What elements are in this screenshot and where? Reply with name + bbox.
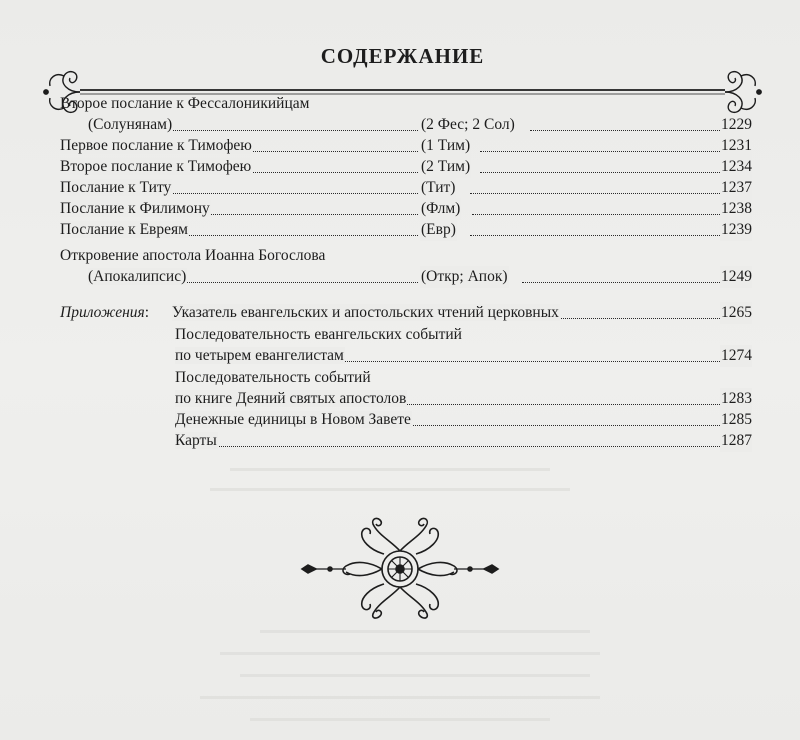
entry-title: Последовательность евангельских событий bbox=[175, 326, 462, 343]
dot-leader bbox=[470, 193, 752, 194]
dot-leader bbox=[522, 282, 752, 283]
leader-segment bbox=[88, 114, 418, 136]
toc-entry-line bbox=[175, 324, 752, 346]
toc-entry-line bbox=[60, 93, 752, 115]
entry-title: Второе послание к Тимофею bbox=[60, 158, 252, 175]
entry-title: Послание к Евреям bbox=[60, 221, 188, 238]
toc-entry[interactable] bbox=[60, 409, 752, 431]
entry-title: Первое послание к Тимофею bbox=[60, 137, 252, 154]
toc-entry[interactable] bbox=[60, 114, 752, 136]
leader-segment bbox=[60, 198, 418, 220]
leader-segment bbox=[60, 219, 418, 241]
dot-leader bbox=[472, 214, 752, 215]
entry-abbreviation: (Откр; Апок) bbox=[420, 266, 509, 288]
bleed-through-line bbox=[240, 674, 590, 677]
entry-page-number: 1274 bbox=[720, 345, 752, 367]
entry-page-number: 1249 bbox=[720, 266, 752, 288]
leader-segment bbox=[175, 345, 752, 367]
toc-entry-line bbox=[175, 367, 752, 389]
entry-title: (Апокалипсис) bbox=[88, 268, 187, 285]
entry-title: (Солунянам) bbox=[88, 116, 173, 133]
entry-page-number: 1238 bbox=[720, 198, 752, 220]
appendix-label: Приложения bbox=[60, 304, 145, 321]
entry-page-number: 1231 bbox=[720, 135, 752, 157]
entry-page-number: 1285 bbox=[720, 409, 752, 431]
toc-entry[interactable] bbox=[60, 198, 752, 220]
entry-abbreviation: (Тит) bbox=[420, 177, 456, 199]
entry-abbreviation: (2 Фес; 2 Сол) bbox=[420, 114, 516, 136]
leader-segment bbox=[175, 388, 752, 410]
entry-title: по четырем евангелистам bbox=[175, 347, 344, 364]
bleed-through-line bbox=[200, 696, 600, 699]
entry-title: Карты bbox=[175, 432, 217, 449]
leader-segment bbox=[470, 177, 752, 199]
entry-abbreviation: (2 Тим) bbox=[420, 156, 471, 178]
entry-title: Указатель евангельских и апостольских чтений церковных bbox=[172, 304, 559, 321]
leader-segment bbox=[530, 114, 752, 136]
dot-leader bbox=[470, 235, 752, 236]
leader-segment bbox=[480, 156, 752, 178]
toc-entry[interactable] bbox=[60, 135, 752, 157]
appendix-colon: : bbox=[144, 304, 150, 321]
entry-title: Денежные единицы в Новом Завете bbox=[175, 411, 411, 428]
entry-title: по книге Деяний святых апостолов bbox=[175, 390, 407, 407]
entry-abbreviation: (Евр) bbox=[420, 219, 457, 241]
dot-leader bbox=[175, 446, 752, 447]
entry-page-number: 1283 bbox=[720, 388, 752, 410]
leader-segment bbox=[470, 219, 752, 241]
toc-entry[interactable] bbox=[60, 302, 752, 324]
entry-title: Второе послание к Фессалоникийцам bbox=[60, 95, 310, 112]
leader-segment bbox=[522, 266, 752, 288]
entry-page-number: 1287 bbox=[720, 430, 752, 452]
dot-leader bbox=[480, 172, 752, 173]
leader-segment bbox=[175, 430, 752, 452]
entry-page-number: 1239 bbox=[720, 219, 752, 241]
toc-entry-line bbox=[60, 245, 752, 267]
entry-title: Послание к Титу bbox=[60, 179, 172, 196]
toc-entry[interactable] bbox=[60, 177, 752, 199]
entry-title: Послание к Филимону bbox=[60, 200, 210, 217]
leader-segment bbox=[172, 302, 752, 324]
leader-segment bbox=[472, 198, 752, 220]
bleed-through-line bbox=[220, 652, 600, 655]
dot-leader bbox=[530, 130, 752, 131]
dot-leader bbox=[480, 151, 752, 152]
bleed-through-line bbox=[260, 630, 590, 633]
entry-page-number: 1234 bbox=[720, 156, 752, 178]
bleed-through-line bbox=[230, 468, 550, 471]
toc-entry[interactable] bbox=[60, 266, 752, 288]
toc-entry[interactable] bbox=[60, 219, 752, 241]
entry-page-number: 1265 bbox=[720, 302, 752, 324]
flourish-ornament-icon bbox=[300, 514, 500, 620]
toc-entry[interactable] bbox=[60, 430, 752, 452]
leader-segment bbox=[88, 266, 418, 288]
bleed-through-line bbox=[210, 488, 570, 491]
entry-page-number: 1237 bbox=[720, 177, 752, 199]
leader-segment bbox=[60, 135, 418, 157]
entry-abbreviation: (Флм) bbox=[420, 198, 461, 220]
leader-segment bbox=[60, 156, 418, 178]
toc-entry[interactable] bbox=[60, 345, 752, 367]
entry-title: Последовательность событий bbox=[175, 369, 371, 386]
leader-segment bbox=[480, 135, 752, 157]
entry-page-number: 1229 bbox=[720, 114, 752, 136]
bleed-through-line bbox=[250, 718, 550, 721]
leader-segment bbox=[175, 409, 752, 431]
leader-segment bbox=[60, 177, 418, 199]
toc-entry[interactable] bbox=[60, 156, 752, 178]
toc-entry[interactable] bbox=[60, 388, 752, 410]
entry-title: Откровение апостола Иоанна Богослова bbox=[60, 247, 326, 264]
entry-abbreviation: (1 Тим) bbox=[420, 135, 471, 157]
page-title: СОДЕРЖАНИЕ bbox=[320, 44, 485, 68]
